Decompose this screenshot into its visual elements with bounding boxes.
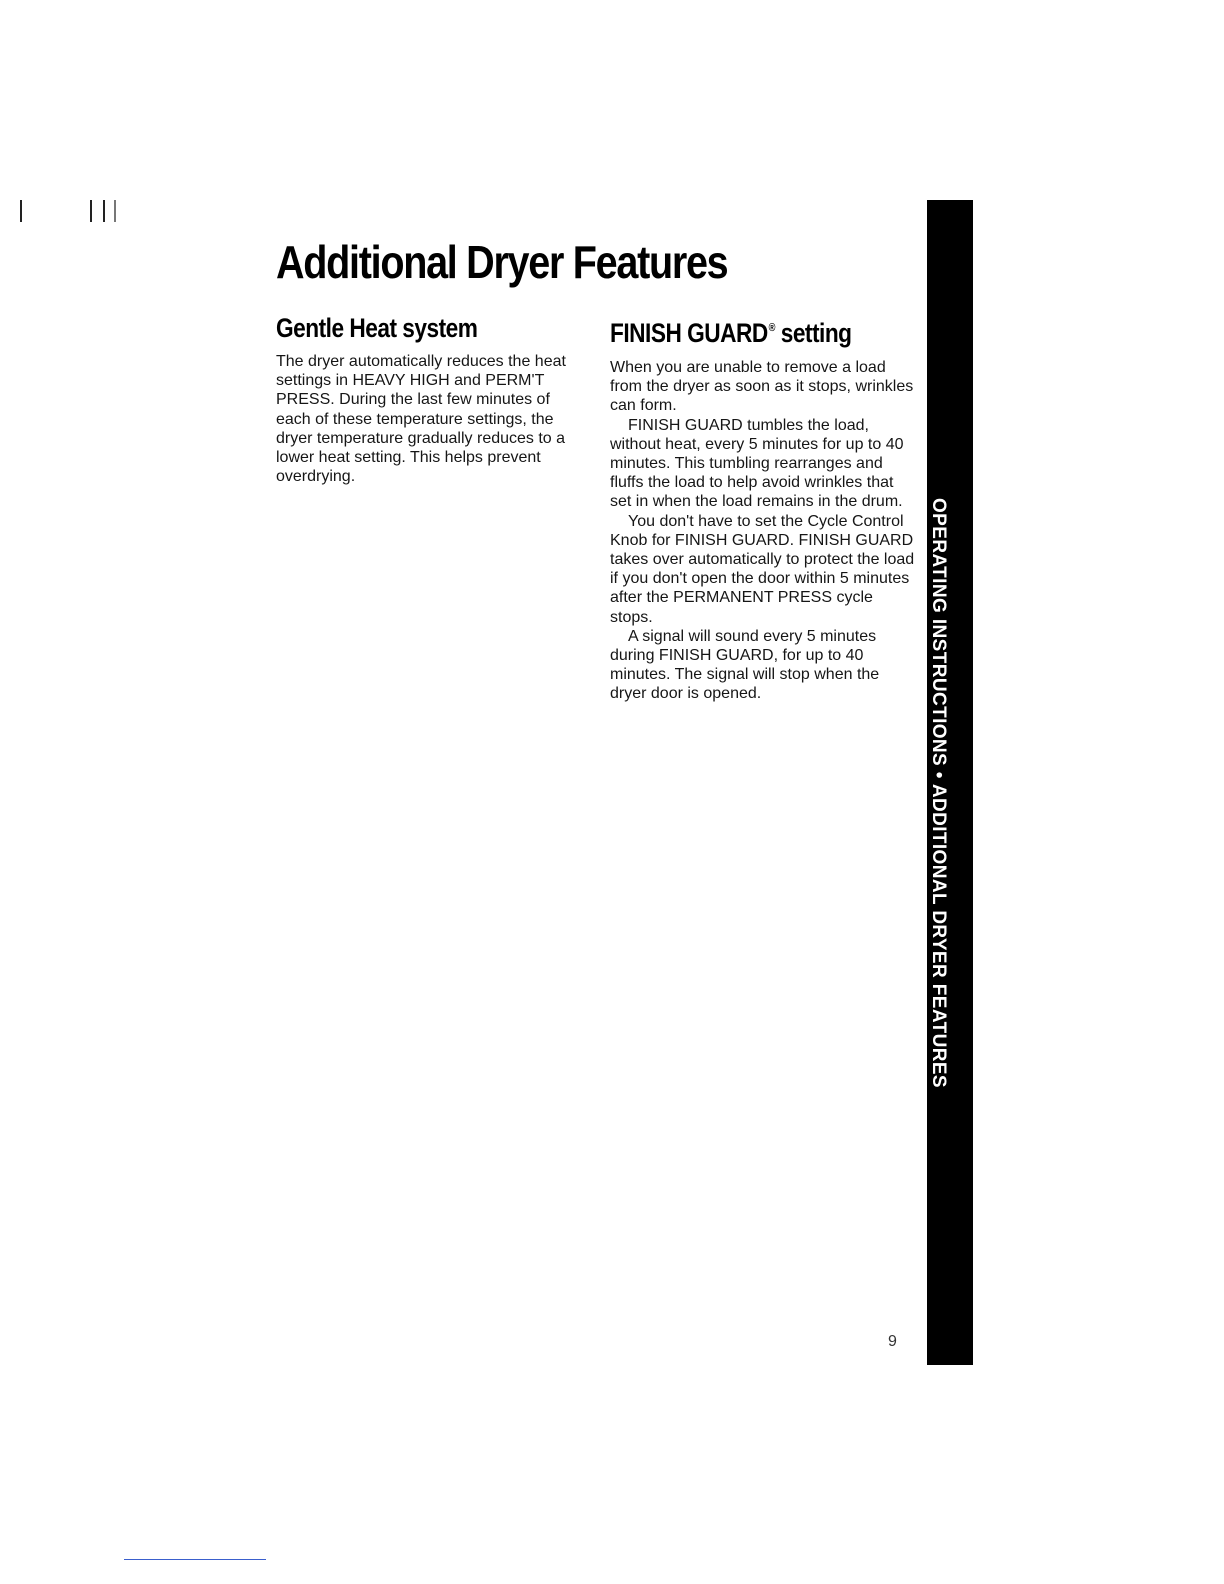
finish-guard-paragraph: FINISH GUARD tumbles the load, without heat, every 5 minutes for up to 40 minutes. This tumbling rearranges and fluffs the load to help avoid wrinkles that set in when the load remains in the drum. bbox=[610, 416, 904, 511]
gentle-heat-body: The dryer automatically reduces the heat settings in HEAVY HIGH and PERM'T PRESS. During the last few minutes of each of these temperature settings, the dryer temperature gradually reduces to a lower heat setting. This helps prevent overdrying. bbox=[276, 353, 566, 486]
finish-guard-heading bbox=[610, 312, 866, 349]
scan-mark bbox=[114, 200, 116, 222]
side-tab-label: OPERATING INSTRUCTIONS • ADDITIONAL DRYER FEATURES bbox=[928, 498, 949, 1088]
finish-guard-heading-rest: setting bbox=[774, 318, 852, 348]
finish-guard-paragraph: When you are unable to remove a load from the dryer as soon as it stops, wrinkles can form. bbox=[610, 359, 914, 415]
scan-mark bbox=[90, 200, 92, 222]
finish-guard-paragraph: A signal will sound every 5 minutes during FINISH GUARD, for up to 40 minutes. The signal will stop when the dryer door is opened. bbox=[610, 627, 880, 703]
gentle-heat-heading: Gentle Heat system bbox=[276, 313, 478, 343]
scan-mark bbox=[20, 200, 22, 222]
scan-mark bbox=[103, 200, 105, 222]
page-number: 9 bbox=[888, 1333, 897, 1350]
gentle-heat-section bbox=[276, 312, 566, 486]
registered-mark: ® bbox=[768, 322, 775, 334]
page-title: Additional Dryer Features bbox=[276, 236, 728, 288]
finish-guard-heading-main: FINISH GUARD bbox=[610, 318, 768, 348]
section-side-tab bbox=[927, 200, 973, 1365]
bottom-rule bbox=[124, 1559, 266, 1560]
finish-guard-section bbox=[610, 312, 915, 704]
finish-guard-paragraph: You don't have to set the Cycle Control Knob for FINISH GUARD. FINISH GUARD takes over automatically to protect the load if you don't open the door within 5 minutes after the PERMANENT PRESS cycle stops. bbox=[610, 512, 915, 626]
